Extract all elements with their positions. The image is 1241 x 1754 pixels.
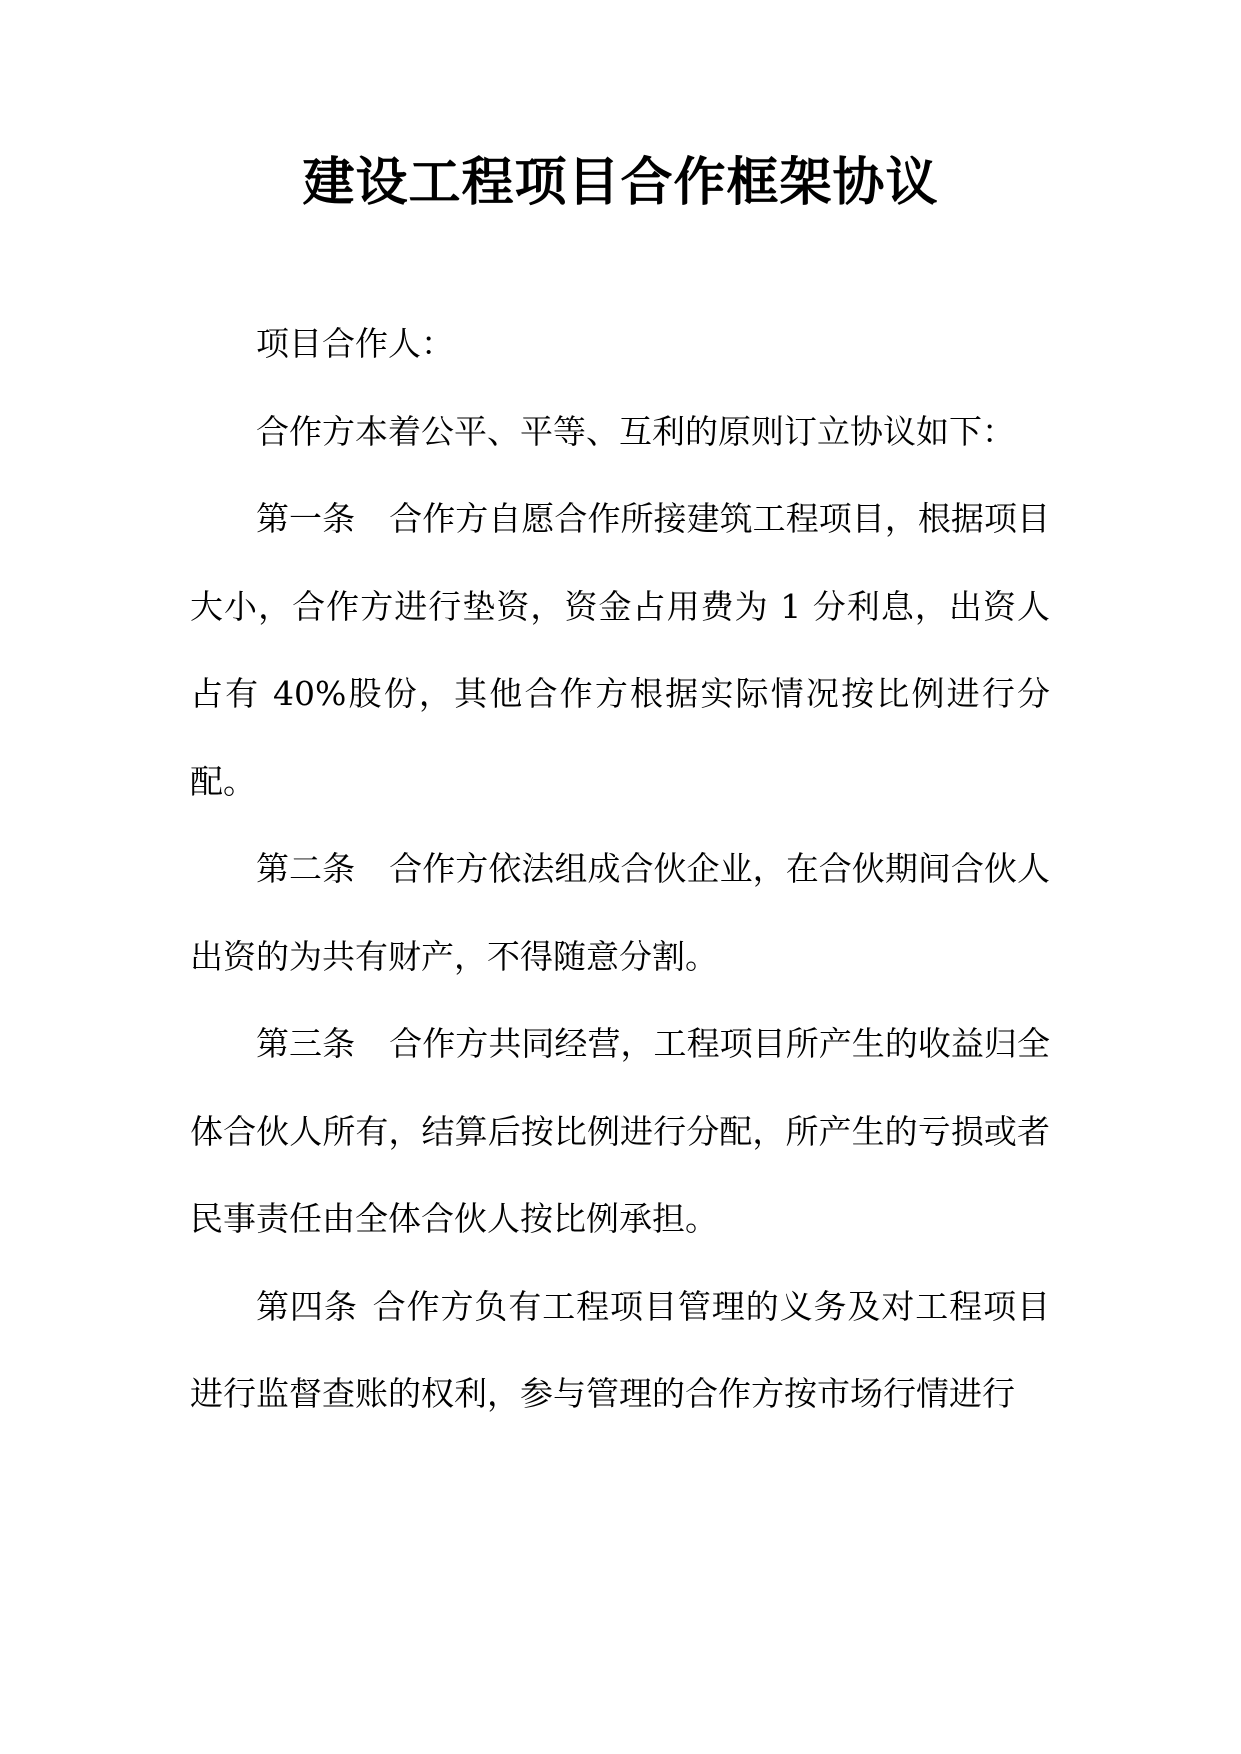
partners-line: 项目合作人： xyxy=(256,324,454,363)
article-3 xyxy=(190,1000,1050,1263)
article-4 xyxy=(190,1263,1050,1438)
document-title: 建设工程项目合作框架协议 xyxy=(302,153,939,213)
article-number: 第一条 xyxy=(256,499,356,538)
principle-line: 合作方本着公平、平等、互利的原则订立协议如下： xyxy=(256,411,1015,451)
article-number: 第三条 xyxy=(256,1024,356,1063)
article-text: 合作方负有工程项目管理的义务及对工程项目进行监督查账的权利，参与管理的合作方按市场行情进行 xyxy=(190,1286,1051,1413)
article-number: 第四条 xyxy=(256,1286,358,1326)
document-body xyxy=(190,300,1050,1438)
article-2 xyxy=(190,825,1050,1000)
article-1 xyxy=(190,475,1050,825)
article-number: 第二条 xyxy=(256,849,356,888)
article-text: 合作方共同经营，工程项目所产生的收益归全体合伙人所有，结算后按比例进行分配，所产生的亏损或者民事责任由全体合伙人按比例承担。 xyxy=(190,1024,1051,1238)
article-text: 合作方依法组成合伙企业，在合伙期间合伙人出资的为共有财产，不得随意分割。 xyxy=(190,849,1051,976)
article-text: 合作方自愿合作所接建筑工程项目，根据项目大小，合作方进行垫资，资金占用费为 1 分利息，出资人占有 40%股份，其他合作方根据实际情况按比例进行分配。 xyxy=(190,499,1051,801)
